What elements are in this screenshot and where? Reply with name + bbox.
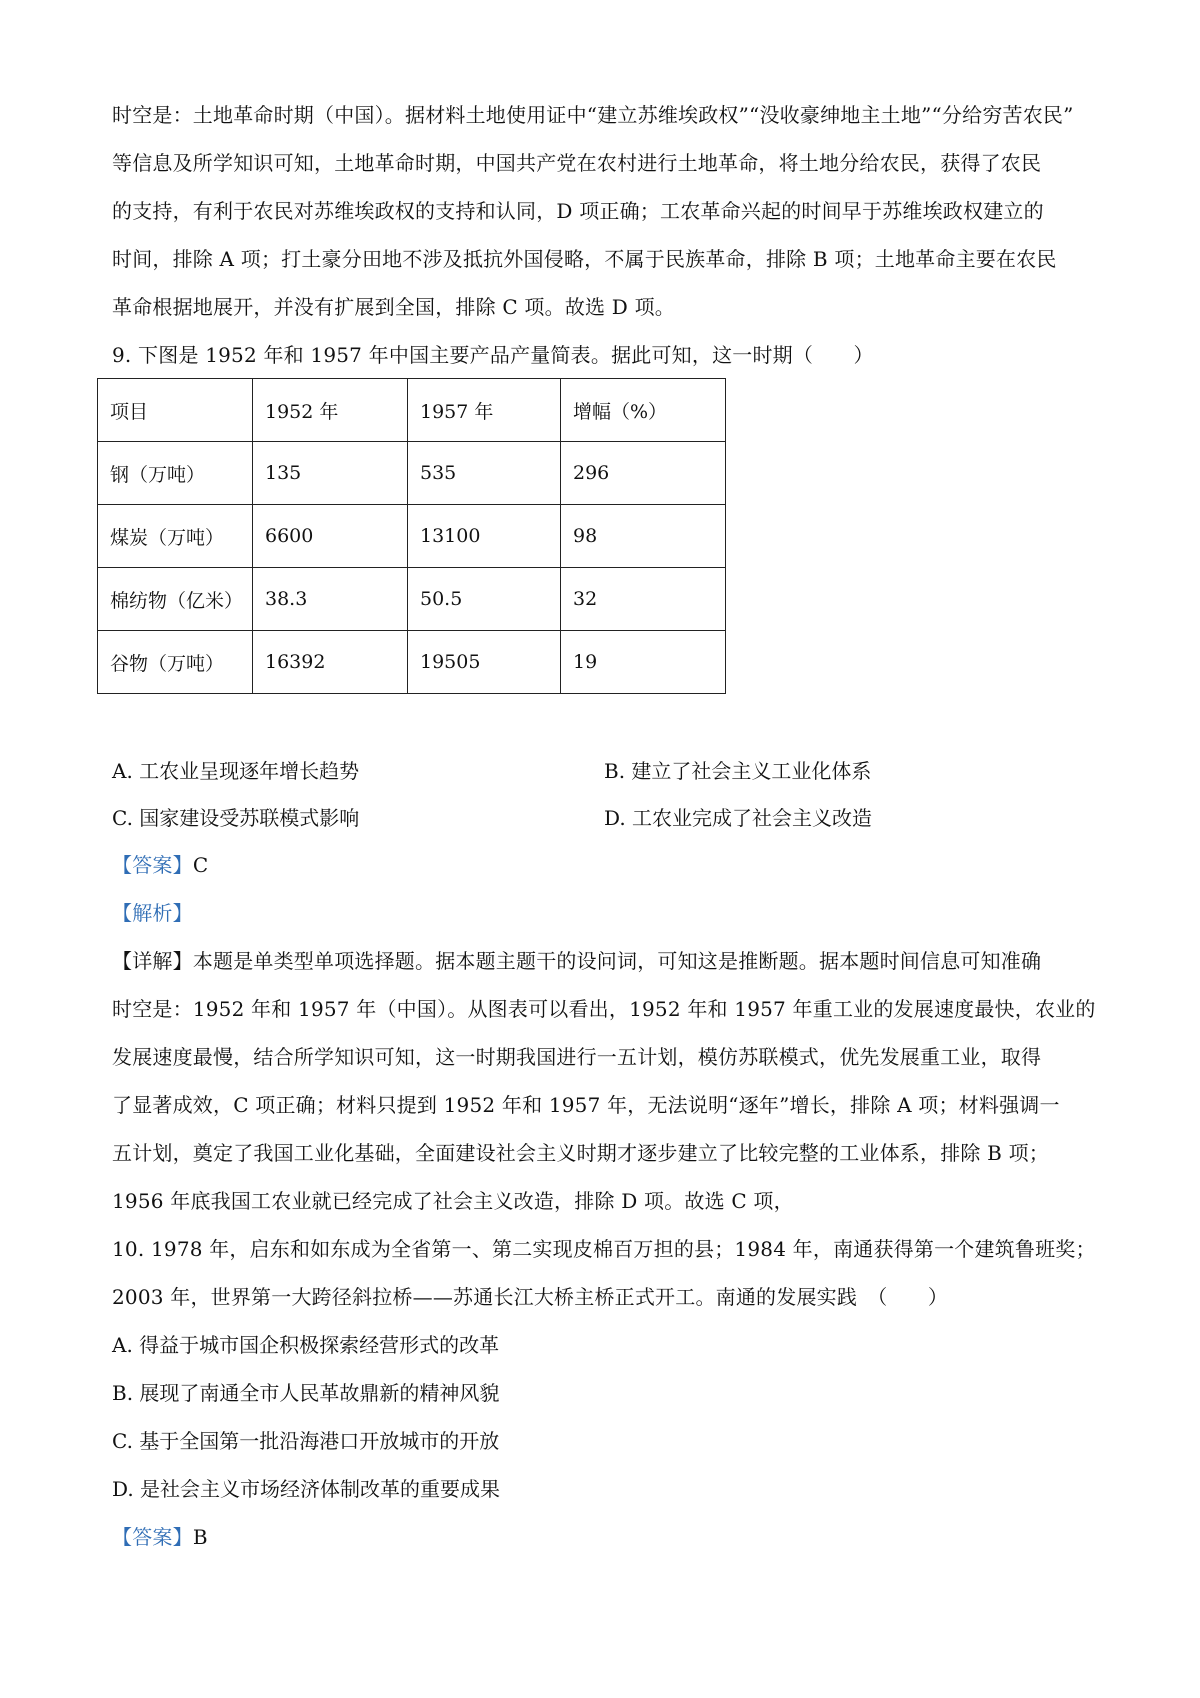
table-header-cell: 项目 bbox=[98, 379, 253, 442]
answer-value: C bbox=[192, 853, 209, 877]
q10-stem-line: 2003 年，世界第一大跨径斜拉桥——苏通长江大桥主桥正式开工。南通的发展实践 （ ） bbox=[112, 1285, 949, 1309]
table-cell: 棉纺物（亿米） bbox=[98, 568, 253, 631]
analysis-tag: 【解析】 bbox=[112, 901, 193, 925]
table-cell: 13100 bbox=[408, 505, 561, 568]
table-header-cell: 1957 年 bbox=[408, 379, 561, 442]
prev-explanation-line: 等信息及所学知识可知，土地革命时期，中国共产党在农村进行土地革命，将土地分给农民，获得了农民 bbox=[112, 151, 1042, 175]
q9-detail-line: 了显著成效，C 项正确；材料只提到 1952 年和 1957 年，无法说明“逐年”增长，排除 A 项；材料强调一 bbox=[112, 1093, 1060, 1117]
q10-stem-line: 10. 1978 年，启东和如东成为全省第一、第二实现皮棉百万担的县；1984 年，南通获得第一个建筑鲁班奖； bbox=[112, 1237, 1096, 1261]
q10-option-c[interactable]: C. 基于全国第一批沿海港口开放城市的开放 bbox=[112, 1429, 500, 1453]
table-cell: 19505 bbox=[408, 631, 561, 694]
table-cell: 38.3 bbox=[253, 568, 408, 631]
q9-option-b[interactable]: B. 建立了社会主义工业化体系 bbox=[604, 759, 872, 783]
q9-stem: 9. 下图是 1952 年和 1957 年中国主要产品产量简表。据此可知，这一时期（ ） bbox=[112, 343, 874, 367]
q10-answer-line bbox=[112, 1522, 1102, 1552]
detail-text: 本题是单类型单项选择题。据本题主题干的设问词，可知这是推断题。据本题时间信息可知准确 bbox=[192, 949, 1042, 973]
q9-detail-line: 五计划，奠定了我国工业化基础，全面建设社会主义时期才逐步建立了比较完整的工业体系，排除 B 项； bbox=[112, 1141, 1050, 1165]
q9-detail-line: 发展速度最慢，结合所学知识可知，这一时期我国进行一五计划，模仿苏联模式，优先发展重工业，取得 bbox=[112, 1045, 1042, 1069]
table-cell: 煤炭（万吨） bbox=[98, 505, 253, 568]
prev-explanation-line: 时空是：土地革命时期（中国）。据材料土地使用证中“建立苏维埃政权”“没收豪绅地主土地”“分给穷苦农民” bbox=[112, 103, 1074, 127]
prev-explanation-line: 时间，排除 A 项；打土豪分田地不涉及抵抗外国侵略，不属于民族革命，排除 B 项；土地革命主要在农民 bbox=[112, 247, 1057, 271]
table-cell: 50.5 bbox=[408, 568, 561, 631]
table-cell: 钢（万吨） bbox=[98, 442, 253, 505]
table-row bbox=[98, 568, 726, 631]
table-row bbox=[98, 505, 726, 568]
answer-tag: 【答案】 bbox=[112, 853, 193, 877]
table-cell: 6600 bbox=[253, 505, 408, 568]
q9-analysis-line bbox=[112, 898, 1102, 928]
table-cell: 谷物（万吨） bbox=[98, 631, 253, 694]
production-table bbox=[97, 378, 726, 694]
answer-value: B bbox=[192, 1525, 208, 1549]
q10-option-b[interactable]: B. 展现了南通全市人民革故鼎新的精神风貌 bbox=[112, 1381, 500, 1405]
q9-option-c[interactable]: C. 国家建设受苏联模式影响 bbox=[112, 806, 360, 830]
table-row bbox=[98, 631, 726, 694]
table-header-cell: 1952 年 bbox=[253, 379, 408, 442]
q9-option-d[interactable]: D. 工农业完成了社会主义改造 bbox=[604, 806, 873, 830]
table-header-row bbox=[98, 379, 726, 442]
q9-option-a[interactable]: A. 工农业呈现逐年增长趋势 bbox=[112, 759, 360, 783]
table-cell: 296 bbox=[561, 442, 726, 505]
table-row bbox=[98, 442, 726, 505]
table-cell: 535 bbox=[408, 442, 561, 505]
table-cell: 98 bbox=[561, 505, 726, 568]
q9-answer-line bbox=[112, 850, 1102, 880]
q10-option-d[interactable]: D. 是社会主义市场经济体制改革的重要成果 bbox=[112, 1477, 501, 1501]
q10-option-a[interactable]: A. 得益于城市国企积极探索经营形式的改革 bbox=[112, 1333, 500, 1357]
table-cell: 16392 bbox=[253, 631, 408, 694]
detail-tag: 【详解】 bbox=[112, 949, 193, 973]
table-cell: 19 bbox=[561, 631, 726, 694]
answer-tag: 【答案】 bbox=[112, 1525, 193, 1549]
prev-explanation-line: 革命根据地展开，并没有扩展到全国，排除 C 项。故选 D 项。 bbox=[112, 295, 675, 319]
table-header-cell: 增幅（%） bbox=[561, 379, 726, 442]
table-cell: 32 bbox=[561, 568, 726, 631]
q9-detail-line: 时空是：1952 年和 1957 年（中国）。从图表可以看出，1952 年和 1957 年重工业的发展速度最快，农业的 bbox=[112, 997, 1096, 1021]
q9-detail-line bbox=[112, 946, 1102, 976]
table-cell: 135 bbox=[253, 442, 408, 505]
prev-explanation-line: 的支持，有利于农民对苏维埃政权的支持和认同，D 项正确；工农革命兴起的时间早于苏维埃政权建立的 bbox=[112, 199, 1044, 223]
q9-detail-line: 1956 年底我国工农业就已经完成了社会主义改造，排除 D 项。故选 C 项， bbox=[112, 1189, 794, 1213]
